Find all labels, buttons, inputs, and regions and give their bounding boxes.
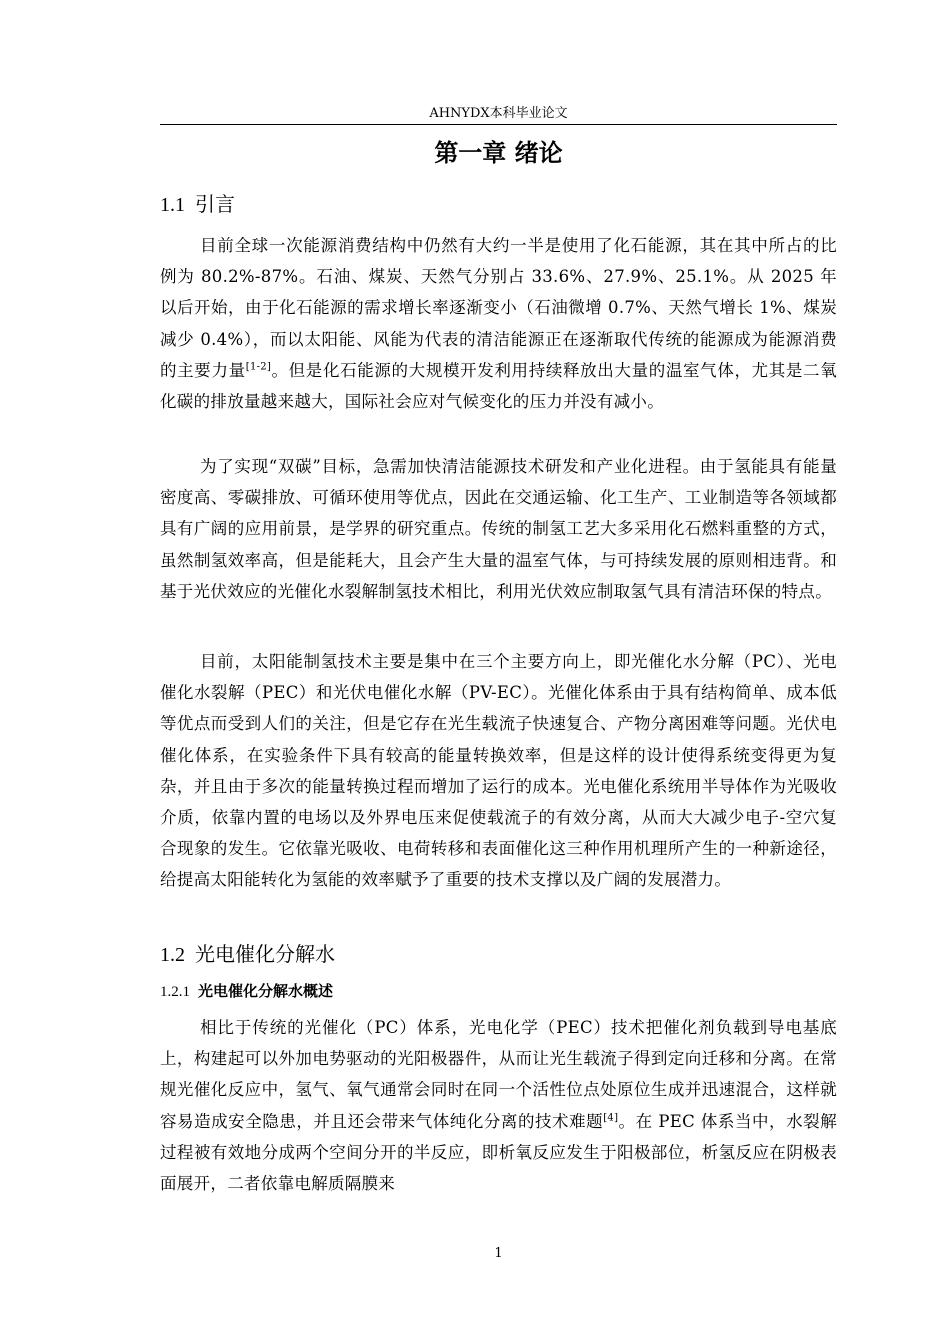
paragraph-text: 目前，太阳能制氢技术主要是集中在三个主要方向上，即光催化水分解（PC）、光电催化水裂解（PEC）和光伏电催化水解（PV-EC）。光催化体系由于具有结构简单、成本低等优点而受到人们的关注，但是它存在光生载流子快速复合、产物分离困难等问题。光伏电催化体系，在实验条件下具有较高的能量转换效率，但是这样的设计使得系统变得更为复杂，并且由于多次的能量转换过程而增加了运行的成本。光电催化系统用半导体作为光吸收介质，依靠内置的电场以及外界电压来促使载流子的有效分离，从而大大减少电子-空穴复合现象的发生。它依靠光吸收、电荷转移和表面催化这三种作用机理所产生的一种新途径，给提高太阳能转化为氢能的效率赋予了重要的技术支撑以及广阔的发展潜力。 <box>160 652 837 890</box>
section-title: 引言 <box>195 192 235 216</box>
paragraph-text: 。但是化石能源的大规模开发利用持续释放出大量的温室气体，尤其是二氧化碳的排放量越来越大，国际社会应对气候变化的压力并没有减小。 <box>160 360 838 412</box>
paragraph-text: 。在 PEC 体系当中，水裂解过程被有效地分成两个空间分开的半反应，即析氧反应发生于阳极部位，析氢反应在阴极表面展开，二者依靠电解质隔膜来 <box>160 1111 837 1194</box>
header-rule <box>160 124 837 125</box>
paragraph-pec-overview <box>160 1012 837 1199</box>
subsection-title: 光电催化分解水概述 <box>198 982 334 1000</box>
section-number: 1.2 <box>160 944 185 966</box>
section-heading-1-2 <box>160 940 335 969</box>
paragraph-intro-3 <box>160 646 837 896</box>
section-heading-1-1 <box>160 190 235 219</box>
section-number: 1.1 <box>160 194 185 216</box>
subsection-heading-1-2-1 <box>160 980 333 1003</box>
running-header: AHNYDX本科毕业论文 <box>429 106 568 121</box>
page-number: 1 <box>494 1246 503 1261</box>
citation-ref: [4] <box>603 1112 619 1124</box>
chapter-title: 第一章 绪论 <box>434 139 563 167</box>
paragraph-intro-1 <box>160 230 837 417</box>
citation-ref: [1-2] <box>245 361 272 373</box>
section-title: 光电催化分解水 <box>195 942 335 966</box>
paragraph-text: 为了实现“双碳”目标，急需加快清洁能源技术研发和产业化进程。由于氢能具有能量密度高、零碳排放、可循环使用等优点，因此在交通运输、化工生产、工业制造等各领域都具有广阔的应用前景，是学界的研究重点。传统的制氢工艺大多采用化石燃料重整的方式，虽然制氢效率高，但是能耗大，且会产生大量的温室气体，与可持续发展的原则相违背。和基于光伏效应的光催化水裂解制氢技术相比，利用光伏效应制取氢气具有清洁环保的特点。 <box>160 457 837 601</box>
paragraph-intro-2 <box>160 451 837 607</box>
paragraph-text: 相比于传统的光催化（PC）体系，光电化学（PEC）技术把催化剂负载到导电基底上，构建起可以外加电势驱动的光阳极器件，从而让光生载流子得到定向迁移和分离。在常规光催化反应中，氢气、氧气通常会同时在同一个活性位点处原位生成并迅速混合，这样就容易造成安全隐患，并且还会带来气体纯化分离的技术难题 <box>160 1018 837 1131</box>
paragraph-text: 目前全球一次能源消费结构中仍然有大约一半是使用了化石能源，其在其中所占的比例为 80.2%-87%。石油、煤炭、天然气分别占 33.6%、27.9%、25.1%。从 2025 年以后开始，由于化石能源的需求增长率逐渐变小（石油微增 0.7%、天然气增长 1%、煤炭减少 0.4%），而以太阳能、风能为代表的清洁能源正在逐渐取代传统的能源成为能源消费的主要力量 <box>160 236 837 380</box>
subsection-number: 1.2.1 <box>160 984 190 1000</box>
